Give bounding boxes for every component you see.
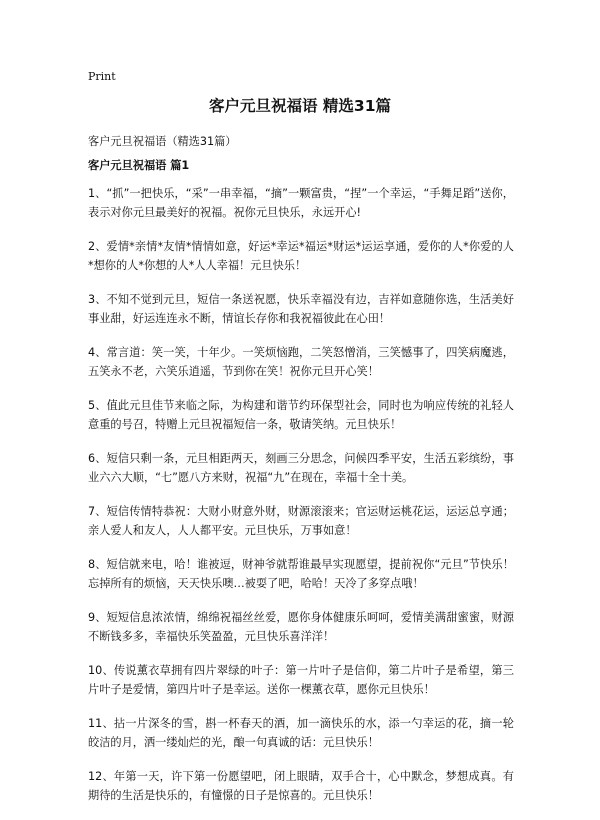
greeting-item-11: 11、拈一片深冬的雪，斟一杯春天的酒，加一滴快乐的水，添一勺幸运的花，摘一轮皎洁的月，洒一缕灿烂的光，酿一句真诚的话：元旦快乐！ (88, 717, 514, 749)
greeting-item-5: 5、值此元旦佳节来临之际，为构建和谐节约环保型社会，同时也为响应传统的礼轻人意重的号召，特赠上元旦祝福短信一条，敬请笑纳。元旦快乐！ (88, 399, 514, 431)
greeting-item-1: 1、“抓”一把快乐，“采”一串幸福，“摘”一颗富贵，“捏”一个幸运，“手舞足蹈”送你，表示对你元旦最美好的祝福。祝你元旦快乐，永远开心! (88, 187, 514, 219)
greeting-item-2: 2、爱情*亲情*友情*情情如意，好运*幸运*福运*财运*运运享通，爱你的人*你爱的人*想你的人*你想的人*人人幸福！元旦快乐！ (88, 240, 514, 272)
document-title: 客户元旦祝福语 精选31篇 (209, 97, 391, 115)
greeting-list (88, 184, 514, 820)
greeting-item-10: 10、传说薰衣草拥有四片翠绿的叶子：第一片叶子是信仰，第二片叶子是希望，第三片叶子是爱情，第四片叶子是幸运。送你一棵薰衣草，愿你元旦快乐！ (88, 664, 514, 696)
greeting-item-12: 12、年第一天，许下第一份愿望吧，闭上眼睛，双手合十，心中默念，梦想成真。有期待的生活是快乐的，有憧憬的日子是惊喜的。元旦快乐！ (88, 770, 514, 802)
greeting-item-7: 7、短信传情特恭祝：大财小财意外财，财源滚滚来；官运财运桃花运，运运总亨通；亲人爱人和友人，人人都平安。元旦快乐，万事如意！ (88, 505, 514, 537)
print-label: Print (88, 70, 116, 83)
document-subtitle: 客户元旦祝福语（精选31篇） (88, 135, 237, 148)
greeting-item-6: 6、短信只剩一条，元旦相距两天，刻画三分思念，问候四季平安，生活五彩缤纷，事业六六大顺，“七”愿八方来财，祝福“九”在现在，幸福十全十美。 (88, 452, 514, 484)
section-heading: 客户元旦祝福语 篇1 (88, 159, 190, 172)
greeting-item-9: 9、短短信息浓浓情，绵绵祝福丝丝爱，愿你身体健康乐呵呵，爱情美满甜蜜蜜，财源不断钱多多，幸福快乐笑盈盈，元旦快乐喜洋洋！ (88, 611, 514, 643)
greeting-item-8: 8、短信就来电，哈！谁被逗，财神爷就帮谁最早实现愿望，提前祝你“元旦”节快乐！忘掉所有的烦恼，天天快乐噢…被耍了吧，哈哈！天冷了多穿点哦！ (88, 558, 514, 590)
greeting-item-4: 4、常言道：笑一笑，十年少。一笑烦恼跑，二笑怒憎消，三笑憾事了，四笑病魔逃，五笑永不老，六笑乐逍遥，节到你在笑！祝你元旦开心笑！ (88, 346, 514, 378)
greeting-item-3: 3、不知不觉到元旦，短信一条送祝愿，快乐幸福没有边，吉祥如意随你选，生活美好事业甜，好运连连永不断，情谊长存你和我祝福彼此在心田！ (88, 293, 514, 325)
